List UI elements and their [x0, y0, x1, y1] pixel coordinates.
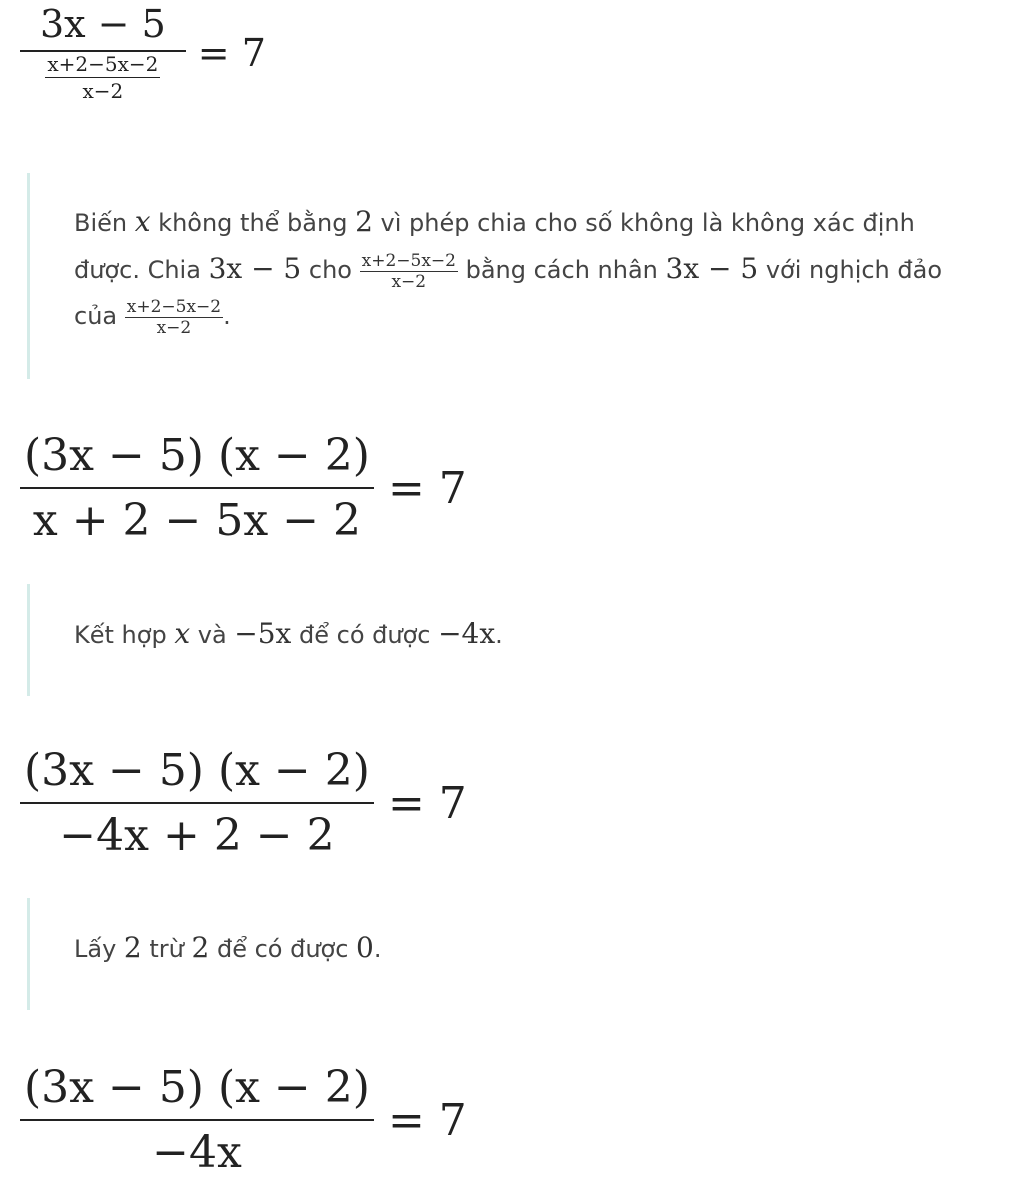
note-math: 2	[191, 931, 210, 964]
note-text: bằng cách nhân	[457, 256, 666, 284]
note-text: .	[223, 302, 231, 330]
equation-step-3	[20, 745, 467, 861]
note-math: −5x	[234, 617, 292, 650]
main-fraction	[20, 2, 186, 103]
fraction-numerator: 3x − 5	[20, 2, 186, 52]
fraction-numerator: (3x − 5) (x − 2)	[20, 745, 374, 804]
fraction-numerator: (3x − 5) (x − 2)	[20, 1062, 374, 1121]
main-fraction	[20, 1062, 374, 1178]
note-text: .	[495, 621, 503, 649]
note-text: với nghịch đảo của	[74, 256, 943, 330]
inline-fraction-denominator: x−2	[156, 317, 192, 338]
inline-fraction-numerator: x+2−5x−2	[361, 250, 456, 271]
equation-rhs: = 7	[197, 30, 266, 75]
note-text: Kết hợp	[74, 621, 175, 649]
inline-fraction	[360, 252, 458, 291]
note-math: x	[174, 617, 191, 650]
equation-step-4	[20, 1062, 467, 1178]
note-text: trừ	[141, 935, 192, 963]
note-math: 2	[123, 931, 142, 964]
fraction-denominator: −4x + 2 − 2	[59, 810, 335, 861]
nested-fraction	[45, 52, 160, 103]
equation-rhs: = 7	[387, 777, 467, 829]
equation-step-2	[20, 430, 467, 546]
note-text: vì phép chia cho số không là không xác định được. Chia	[74, 209, 915, 284]
main-fraction	[20, 430, 374, 546]
note-text: để có được	[209, 935, 357, 963]
note-math: 3x − 5	[665, 252, 759, 285]
note-text: Lấy	[74, 935, 124, 963]
fraction-denominator: −4x	[152, 1127, 242, 1178]
fraction-denominator	[39, 52, 166, 103]
equation-step-1	[20, 2, 266, 103]
nested-numerator: x+2−5x−2	[47, 52, 159, 76]
explanation-step-3	[27, 898, 987, 1010]
note-text: .	[373, 935, 382, 963]
fraction-denominator: x + 2 − 5x − 2	[32, 495, 362, 546]
note-math: 2	[355, 205, 373, 238]
inline-fraction-denominator: x−2	[391, 271, 427, 292]
explanation-step-2	[27, 584, 987, 696]
explanation-step-1	[27, 173, 987, 379]
nested-denominator: x−2	[82, 79, 124, 103]
note-text: cho	[301, 256, 360, 284]
note-math: 3x − 5	[208, 252, 302, 285]
equation-rhs: = 7	[387, 462, 467, 514]
inline-fraction	[125, 298, 223, 337]
equation-rhs: = 7	[387, 1094, 467, 1146]
note-math: 0	[356, 931, 374, 964]
main-fraction	[20, 745, 374, 861]
note-text: không thể bằng	[150, 209, 356, 237]
note-text: và	[190, 621, 235, 649]
note-text: Biến	[74, 209, 135, 237]
fraction-numerator: (3x − 5) (x − 2)	[20, 430, 374, 489]
note-math: x	[134, 205, 151, 238]
note-text: để có được	[291, 621, 439, 649]
note-math: −4x	[438, 617, 496, 650]
inline-fraction-numerator: x+2−5x−2	[126, 296, 222, 317]
